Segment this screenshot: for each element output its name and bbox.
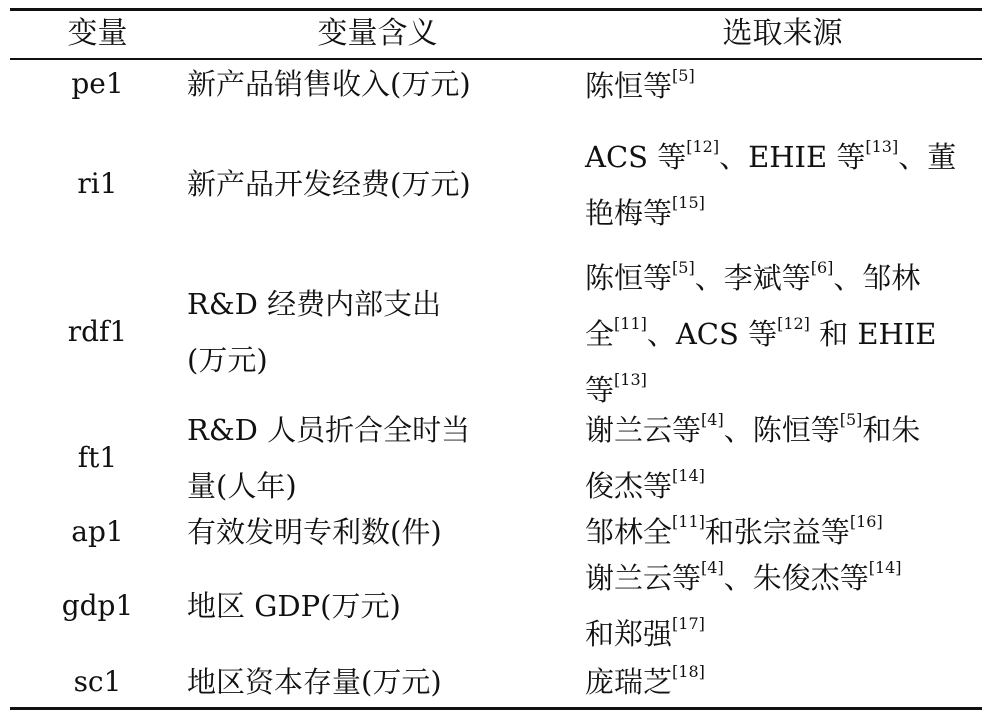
row-gdp1-meaning [187, 578, 572, 634]
citation-ref: [15] [672, 193, 705, 213]
row-ap1-variable: ap1 [71, 515, 124, 548]
source-text: ACS 等 [585, 140, 687, 174]
citation-ref: [18] [672, 662, 705, 682]
source-text: 艳梅等 [585, 196, 673, 230]
source-text: 、朱俊杰等 [723, 561, 869, 595]
row-pe1-meaning [187, 56, 572, 112]
meaning-line: 新产品开发经费(万元) [187, 167, 471, 201]
source-line [585, 306, 982, 362]
row-rdf1-variable: rdf1 [67, 315, 128, 348]
source-line [585, 185, 982, 241]
source-line [585, 550, 982, 606]
source-text: 、EHIE 等 [719, 140, 866, 174]
row-gdp1-source [585, 550, 982, 662]
row-pe1-source [585, 58, 982, 114]
source-text: 和郑强 [585, 617, 673, 651]
row-rdf1-source [585, 250, 982, 418]
meaning-line: 量(人年) [187, 469, 297, 503]
row-ri1-meaning [187, 156, 572, 212]
row-gdp1-variable: gdp1 [61, 589, 134, 622]
row-sc1-source [585, 654, 982, 710]
source-text: 和张宗益等 [704, 515, 850, 549]
citation-ref: [14] [868, 558, 902, 578]
meaning-line: 新产品销售收入(万元) [187, 67, 471, 101]
row-ft1-source [585, 402, 982, 514]
citation-ref: [16] [849, 512, 883, 532]
header-meaning: 变量含义 [317, 16, 438, 51]
header-variable: 变量 [67, 16, 128, 51]
source-text: 等 [585, 373, 615, 407]
citation-ref: [14] [672, 466, 705, 486]
citation-ref: [12] [686, 137, 720, 157]
row-ft1-variable: ft1 [77, 441, 118, 474]
source-text: 俊杰等 [585, 469, 673, 503]
row-rdf1-meaning [187, 276, 572, 388]
top-rule [10, 8, 982, 11]
row-ri1-source [585, 129, 982, 241]
source-text: 、李斌等 [694, 261, 811, 295]
source-text: 、邹林 [833, 261, 921, 295]
citation-ref: [11] [672, 512, 705, 532]
source-text: 、陈恒等 [723, 413, 840, 447]
citation-ref: [13] [865, 137, 899, 157]
source-line [585, 58, 982, 114]
citation-ref: [13] [614, 370, 647, 390]
row-ri1-variable: ri1 [77, 167, 118, 200]
citation-ref: [12] [777, 314, 810, 334]
meaning-line: 地区 GDP(万元) [187, 589, 401, 623]
source-text: 庞瑞芝 [585, 665, 673, 699]
header-source: 选取来源 [722, 16, 843, 51]
row-pe1-variable: pe1 [71, 67, 124, 100]
row-sc1-meaning [187, 654, 572, 710]
source-text: 、ACS 等 [646, 317, 778, 351]
citation-ref: [5] [672, 66, 695, 86]
citation-ref: [17] [672, 614, 705, 634]
source-text: 谢兰云等 [585, 413, 702, 447]
source-text: 邹林全 [585, 515, 673, 549]
citation-ref: [5] [839, 410, 863, 430]
meaning-line: (万元) [187, 343, 268, 377]
source-text: 谢兰云等 [585, 561, 702, 595]
source-text: 陈恒等 [585, 261, 673, 295]
source-line [585, 250, 982, 306]
row-ft1-meaning [187, 402, 572, 514]
row-ap1-meaning [187, 504, 572, 560]
citation-ref: [4] [701, 558, 724, 578]
source-text: 和朱 [862, 413, 921, 447]
meaning-line: 有效发明专利数(件) [187, 515, 442, 549]
meaning-line: R&D 人员折合全时当 [187, 413, 471, 447]
source-text: 陈恒等 [585, 69, 673, 103]
citation-ref: [6] [810, 258, 834, 278]
citation-ref: [5] [672, 258, 695, 278]
source-line [585, 129, 982, 185]
source-line [585, 402, 982, 458]
citation-ref: [4] [701, 410, 724, 430]
citation-ref: [11] [614, 314, 647, 334]
row-sc1-variable: sc1 [73, 665, 122, 698]
source-line [585, 654, 982, 710]
source-text: 和 EHIE [809, 317, 937, 351]
meaning-line: 地区资本存量(万元) [187, 665, 442, 699]
meaning-line: R&D 经费内部支出 [187, 287, 442, 321]
source-text: 全 [585, 317, 615, 351]
source-text: 、董 [898, 140, 957, 174]
